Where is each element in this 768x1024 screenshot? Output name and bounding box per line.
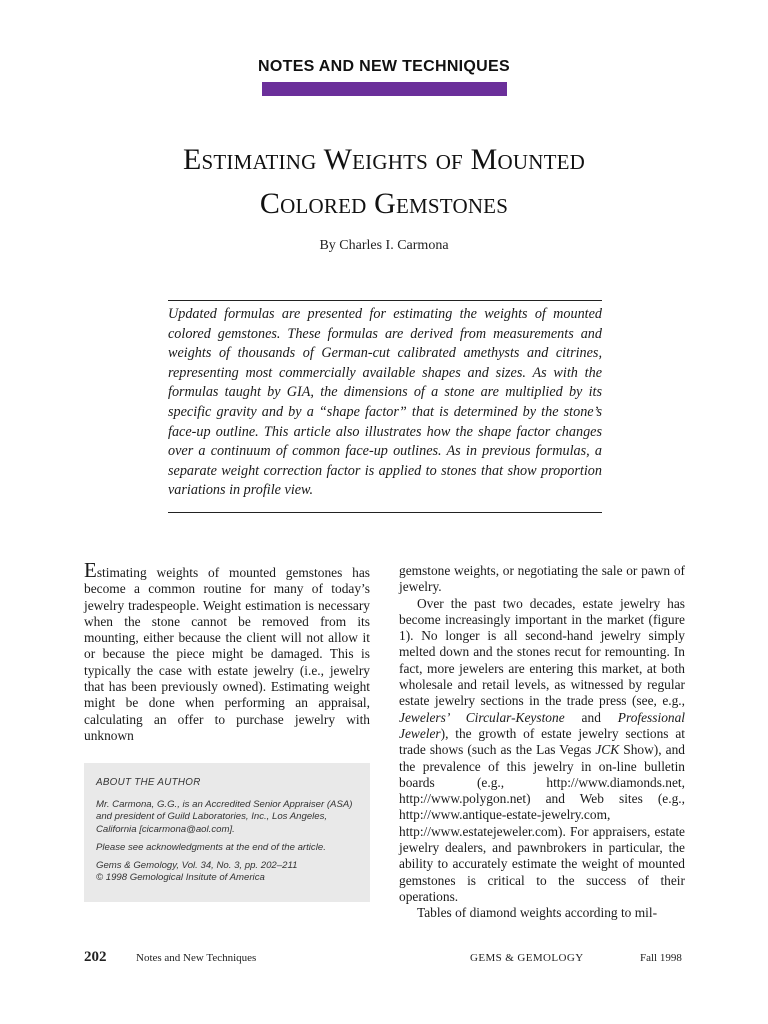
body-column-right xyxy=(399,563,685,922)
abstract-rule-top xyxy=(168,300,602,301)
footer-section: Notes and New Techniques xyxy=(136,952,257,964)
publication-title: Professional Jeweler xyxy=(399,709,685,741)
section-heading: NOTES AND NEW TECHNIQUES xyxy=(258,58,510,75)
publication-title: Jewelers’ Circular-Keystone xyxy=(399,709,565,725)
body-text: ), the growth of estate jewelry sections at trade shows (such as the Las Vegas xyxy=(399,725,685,758)
article-title-line-1: Estimating Weights of Mounted xyxy=(182,143,586,176)
body-paragraph: Tables of diamond weights according to mil- xyxy=(417,905,658,921)
article-title xyxy=(0,138,768,226)
footer-issue: Fall 1998 xyxy=(640,952,682,964)
body-text: Over the past two decades, estate jewelry has become increasingly important in the market (figure 1). No longer is all second-hand jewelry simply melted down and the stones recut for remounting. In fact, more jewelers are entering this market, at both wholesale and retail levels, as witnessed by regular estate jewelry sections in the trade press (see, e.g., xyxy=(399,595,685,709)
citation: Gems & Gemology, Vol. 34, No. 3, pp. 202–211 xyxy=(96,860,298,872)
byline: By Charles I. Carmona xyxy=(319,238,449,253)
section-accent-bar xyxy=(262,82,507,96)
body-text: Show), and the prevalence of this jewelry in on-line bulletin boards (e.g., http://www.diamonds.net, http://www.polygon.net) and Web sites (e.g., http://www.antique-estate-jewelry.com, http://www.estatejeweler.com). For appraisers, estate jewelry dealers, and pawnbrokers in particular, the ability to accurately estimate the weight of mounted gemstones is critical to the success of their operations. xyxy=(399,742,685,904)
body-paragraph xyxy=(399,596,685,906)
page-footer xyxy=(0,951,768,969)
publication-title: JCK xyxy=(595,742,620,758)
article-title-line-2: Colored Gemstones xyxy=(259,187,509,220)
body-column-left xyxy=(84,558,370,744)
about-author-heading: ABOUT THE AUTHOR xyxy=(96,777,201,788)
about-the-author-box xyxy=(84,763,370,902)
copyright: © 1998 Gemological Insitute of America xyxy=(96,872,265,884)
body-text: stimating weights of mounted gemstones has become a common routine for many of today’s jewelry tradespeople. Weight estimation is necessary when the stone cannot be removed from its mounting, either because the client will not allow it or because the piece might be damaged. This is typically the case with estate jewelry (i.e., jewelry that has been previously owned). Estimating weight might be done when performing an appraisal, calculating an offer to purchase jewelry with unknown xyxy=(84,565,370,743)
author-bio: Mr. Carmona, G.G., is an Accredited Senior Appraiser (ASA) and president of Guild Laboratories, Inc., Los Angeles, California [cicarmona@aol.com]. xyxy=(96,799,353,835)
page-number: 202 xyxy=(84,949,107,965)
acknowledgments-note: Please see acknowledgments at the end of the article. xyxy=(96,841,326,853)
footer-journal: GEMS & GEMOLOGY xyxy=(470,952,584,964)
abstract-rule-bottom xyxy=(168,512,602,513)
abstract: Updated formulas are presented for estimating the weights of mounted colored gemstones. These formulas are derived from measurements and weights of thousands of German-cut calibrated amethysts and citrines, representing most commercially available shapes and sizes. As with the formulas taught by GIA, the dimensions of a stone are multiplied by its specific gravity and by a “shape factor” that is determined by the stone’s face-up outline. This article also illustrates how the shape factor changes over a continuum of common face-up outlines. As in previous formulas, a separate weight correction factor is applied to stones that show proportion variations in profile view. xyxy=(168,306,602,499)
body-paragraph: gemstone weights, or negotiating the sale or pawn of jewelry. xyxy=(399,563,685,595)
drop-cap: E xyxy=(84,558,97,582)
body-text: and xyxy=(564,709,618,725)
body-paragraph xyxy=(84,558,370,744)
